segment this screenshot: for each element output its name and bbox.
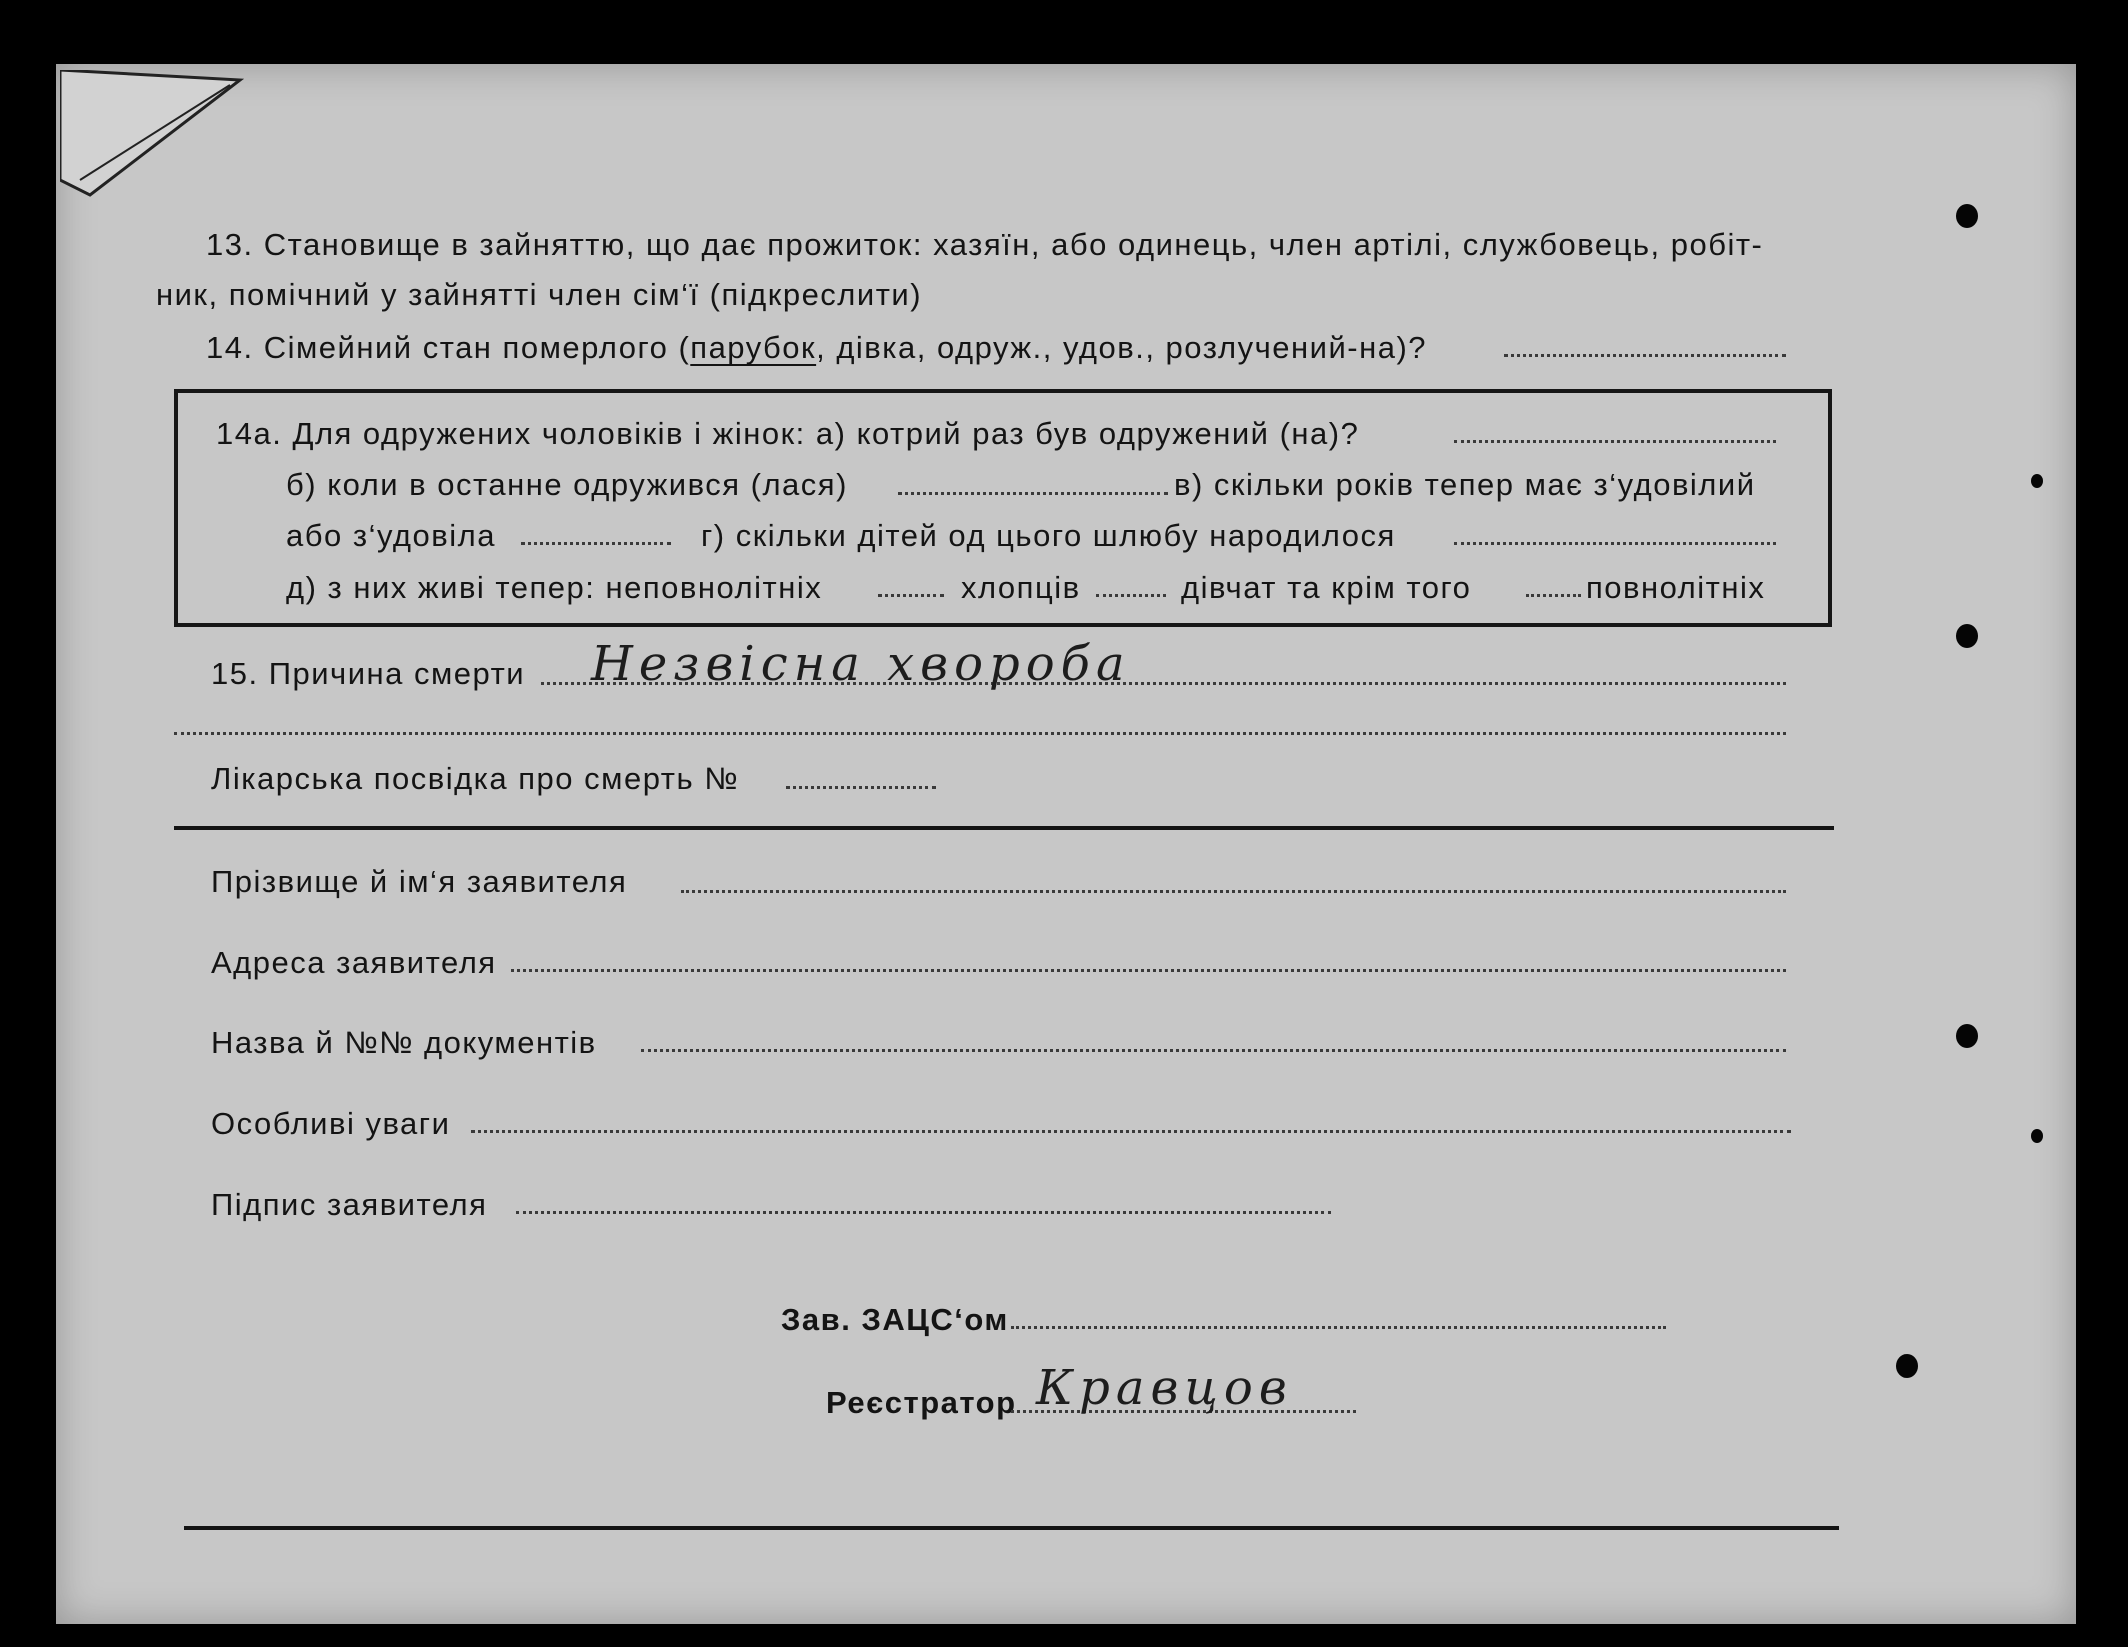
item14a-line3b: г) скільки дітей од цього шлюбу народилося xyxy=(701,518,1396,553)
item13-line1: 13. Становище в зайняттю, що дає прожиток: хазяїн, або одинець, член артілі, службовець, робіт- xyxy=(206,227,1764,262)
head-of-registry-fill-line xyxy=(1011,1326,1666,1329)
item14a-g-fill-line xyxy=(1454,542,1776,545)
item14-marital-status xyxy=(206,332,1427,363)
binding-hole xyxy=(2031,474,2043,488)
medical-certificate-label: Лікарська посвідка про смерть № xyxy=(211,761,739,796)
item14-suffix: , дівка, одруж., удов., розлучений-на)? xyxy=(816,330,1428,365)
item14a-line4a: д) з них живі тепер: неповнолітніх xyxy=(286,570,823,605)
item14a-line3a: або з‘удовіла xyxy=(286,518,496,553)
item14a-b-fill-line xyxy=(898,492,1168,495)
cause-of-death-handwriting: Незвісна хвороба xyxy=(591,636,1131,692)
applicant-name-label: Прізвище й ім‘я заявителя xyxy=(211,864,628,899)
applicant-name-fill-line xyxy=(681,890,1786,893)
document-sheet xyxy=(56,64,2076,1624)
applicant-notes-label: Особливі уваги xyxy=(211,1106,451,1141)
binding-hole xyxy=(1956,624,1978,648)
medical-certificate-fill-line xyxy=(786,786,936,789)
applicant-notes-fill-line xyxy=(471,1130,1791,1133)
death-record-form xyxy=(56,64,2076,1624)
registrar-signature-handwriting: Кравцов xyxy=(1036,1360,1293,1416)
item14a-line2a: б) коли в останне одружився (лася) xyxy=(286,467,848,502)
binding-hole xyxy=(2031,1129,2043,1143)
bottom-rule xyxy=(184,1526,1839,1530)
registrar-label: Реєстратор xyxy=(826,1385,1017,1420)
item14a-line4d: повнолітніх xyxy=(1586,570,1766,605)
item13-line2: ник, помічний у зайнятті член сім‘ї (підкреслити) xyxy=(156,277,923,312)
item14a-d3-fill-line xyxy=(1526,594,1581,597)
applicant-address-label: Адреса заявителя xyxy=(211,945,497,980)
head-of-registry-label: Зав. ЗАЦС‘ом xyxy=(781,1302,1009,1337)
item14a-a-fill-line xyxy=(1454,440,1776,443)
item14a-line4b: хлопців xyxy=(961,570,1081,605)
applicant-address-fill-line xyxy=(511,969,1786,972)
item15-second-fill-line xyxy=(174,732,1786,735)
item14a-v-fill-line xyxy=(521,542,671,545)
section-divider xyxy=(174,826,1834,830)
applicant-documents-fill-line xyxy=(641,1049,1786,1052)
item15-label: 15. Причина смерти xyxy=(211,656,526,691)
applicant-documents-label: Назва й №№ документів xyxy=(211,1025,597,1060)
binding-hole xyxy=(1956,204,1978,228)
item14-underlined-option: парубок xyxy=(690,330,817,365)
item14a-line2b: в) скільки років тепер має з‘удовілий xyxy=(1174,467,1756,502)
item14a-line1: 14а. Для одружених чоловіків і жінок: а) котрий раз був одружений (на)? xyxy=(216,416,1360,451)
binding-hole xyxy=(1896,1354,1918,1378)
item14a-d2-fill-line xyxy=(1096,594,1166,597)
item14-prefix: 14. Сімейний стан померлого ( xyxy=(206,330,691,365)
item14a-line4c: дівчат та крім того xyxy=(1181,570,1472,605)
item14a-d1-fill-line xyxy=(878,594,944,597)
applicant-signature-label: Підпис заявителя xyxy=(211,1187,488,1222)
item14-fill-line xyxy=(1504,354,1786,357)
binding-hole xyxy=(1956,1024,1978,1048)
applicant-signature-fill-line xyxy=(516,1211,1331,1214)
